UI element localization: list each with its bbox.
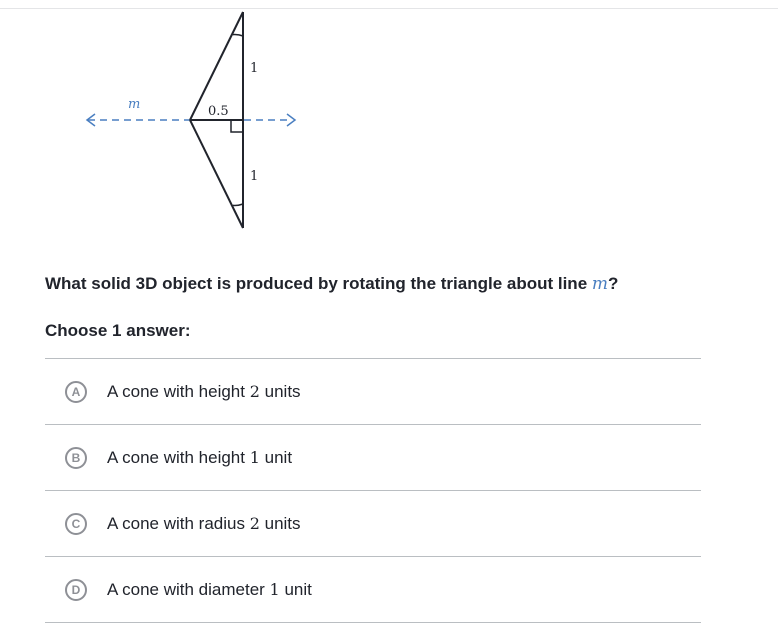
- choice-c-before: A cone with radius: [107, 513, 250, 533]
- choice-b-before: A cone with height: [107, 447, 250, 467]
- radius-label: 0.5: [208, 104, 229, 119]
- choice-d-number: 1: [269, 579, 280, 599]
- choice-d-before: A cone with diameter: [107, 579, 270, 599]
- choice-a-before: A cone with height: [107, 381, 250, 401]
- choice-a-after: units: [259, 381, 301, 401]
- choice-d[interactable]: [45, 557, 701, 623]
- choice-b-number: 1: [249, 447, 260, 467]
- choice-b-text: [107, 448, 292, 468]
- choice-c-text: [107, 514, 301, 534]
- question-text-after: ?: [608, 274, 619, 293]
- bottom-height-label: 1: [250, 169, 259, 184]
- question-text: [45, 274, 618, 294]
- choice-a-number: 2: [249, 381, 260, 401]
- choice-b-after: unit: [259, 447, 293, 467]
- choice-b-letter: B: [65, 447, 87, 469]
- choice-a[interactable]: [45, 359, 701, 425]
- line-m-label: m: [128, 97, 141, 112]
- choice-b[interactable]: [45, 425, 701, 491]
- top-height-label: 1: [250, 61, 259, 76]
- choice-c-after: units: [259, 513, 301, 533]
- choice-c-letter: C: [65, 513, 87, 535]
- right-angle-mark: [231, 120, 243, 132]
- question-variable: m: [591, 274, 608, 294]
- triangle-figure: [0, 0, 340, 240]
- top-angle-arc: [233, 35, 243, 36]
- choice-c-number: 2: [249, 513, 260, 533]
- question-text-before: What solid 3D object is produced by rotating the triangle about line: [45, 274, 592, 293]
- choice-d-after: unit: [279, 579, 312, 599]
- choice-a-letter: A: [65, 381, 87, 403]
- bottom-angle-arc: [233, 204, 243, 205]
- triangle-shape: [190, 12, 243, 228]
- answer-choices: [45, 358, 701, 623]
- choice-d-letter: D: [65, 579, 87, 601]
- choice-d-text: [107, 580, 312, 600]
- choice-a-text: [107, 382, 301, 402]
- choice-c[interactable]: [45, 491, 701, 557]
- choose-prompt: Choose 1 answer:: [45, 321, 191, 340]
